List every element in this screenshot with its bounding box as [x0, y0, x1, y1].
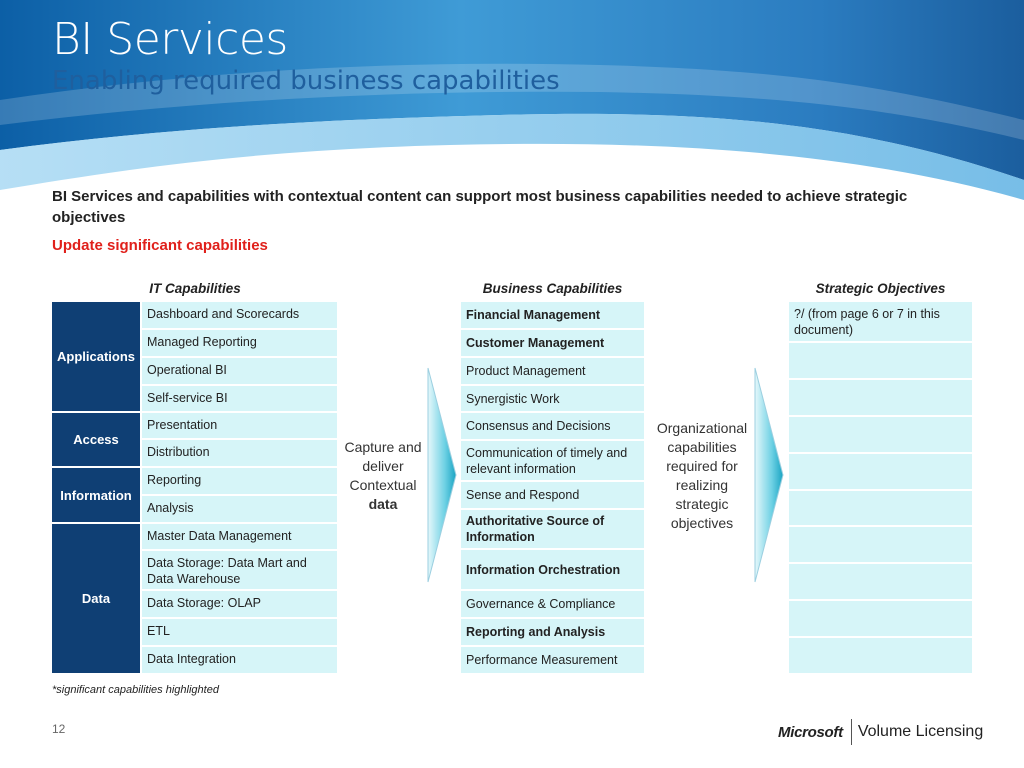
chevron-arrow-1	[426, 366, 458, 584]
organizational-label: Organizational capabilities required for realizing strategic objectives	[656, 420, 748, 531]
it-item: Managed Reporting	[142, 330, 337, 356]
objective-item	[789, 454, 972, 489]
page-number: 12	[52, 722, 66, 736]
update-text: Update significant capabilities	[52, 237, 268, 254]
business-item: Information Orchestration	[461, 550, 644, 589]
it-item: Dashboard and Scorecards	[142, 302, 337, 328]
objective-item: ?/ (from page 6 or 7 in this document)	[789, 302, 972, 341]
category-access: Access	[52, 413, 140, 466]
objective-item	[789, 527, 972, 562]
category-information: Information	[52, 468, 140, 522]
objective-item	[789, 380, 972, 415]
it-item: Reporting	[142, 468, 337, 494]
intro-text: BI Services and capabilities with contextual content can support most business capabilities needed to achieve strategic objectives	[52, 188, 908, 226]
business-capabilities-header: Business Capabilities	[482, 281, 623, 296]
volume-licensing-text: Volume Licensing	[857, 723, 984, 740]
category-data: Data	[52, 524, 140, 673]
logo-divider	[851, 719, 852, 745]
it-item: Distribution	[142, 440, 337, 466]
page-subtitle: Enabling required business capabilities	[52, 66, 560, 96]
business-item: Reporting and Analysis	[461, 619, 644, 645]
business-item: Communication of timely and relevant information	[461, 441, 644, 480]
business-item: Performance Measurement	[461, 647, 644, 673]
capture-deliver-label	[337, 438, 429, 514]
business-item: Consensus and Decisions	[461, 413, 644, 439]
it-item: Operational BI	[142, 358, 337, 384]
it-item: Presentation	[142, 413, 337, 438]
it-capabilities-header: IT Capabilities	[149, 281, 241, 296]
business-item: Governance & Compliance	[461, 591, 644, 617]
capture-deliver-text: Capture and deliver Contextual	[344, 439, 422, 493]
category-applications: Applications	[52, 302, 140, 411]
business-item: Sense and Respond	[461, 482, 644, 508]
objective-item	[789, 343, 972, 378]
capture-deliver-data: data	[368, 496, 398, 512]
strategic-objectives-header: Strategic Objectives	[815, 281, 946, 296]
microsoft-wordmark: Microsoft	[778, 723, 843, 741]
it-item: Data Storage: Data Mart and Data Warehouse	[142, 551, 337, 589]
objective-item	[789, 601, 972, 636]
it-item: Master Data Management	[142, 524, 337, 549]
chevron-arrow-2	[753, 366, 785, 584]
it-item: Data Integration	[142, 647, 337, 673]
objective-item	[789, 417, 972, 452]
it-item: Data Storage: OLAP	[142, 591, 337, 617]
microsoft-volume-licensing-logo	[778, 718, 983, 746]
it-item: ETL	[142, 619, 337, 645]
it-item: Self-service BI	[142, 386, 337, 411]
business-item: Customer Management	[461, 330, 644, 356]
business-item: Product Management	[461, 358, 644, 384]
it-item: Analysis	[142, 496, 337, 522]
objective-item	[789, 491, 972, 525]
objective-item	[789, 638, 972, 673]
footnote: *significant capabilities highlighted	[52, 684, 219, 696]
page-title: BI Services	[52, 14, 288, 65]
business-item: Financial Management	[461, 302, 644, 328]
business-item: Synergistic Work	[461, 386, 644, 411]
objective-item	[789, 564, 972, 599]
business-item: Authoritative Source of Information	[461, 510, 644, 548]
